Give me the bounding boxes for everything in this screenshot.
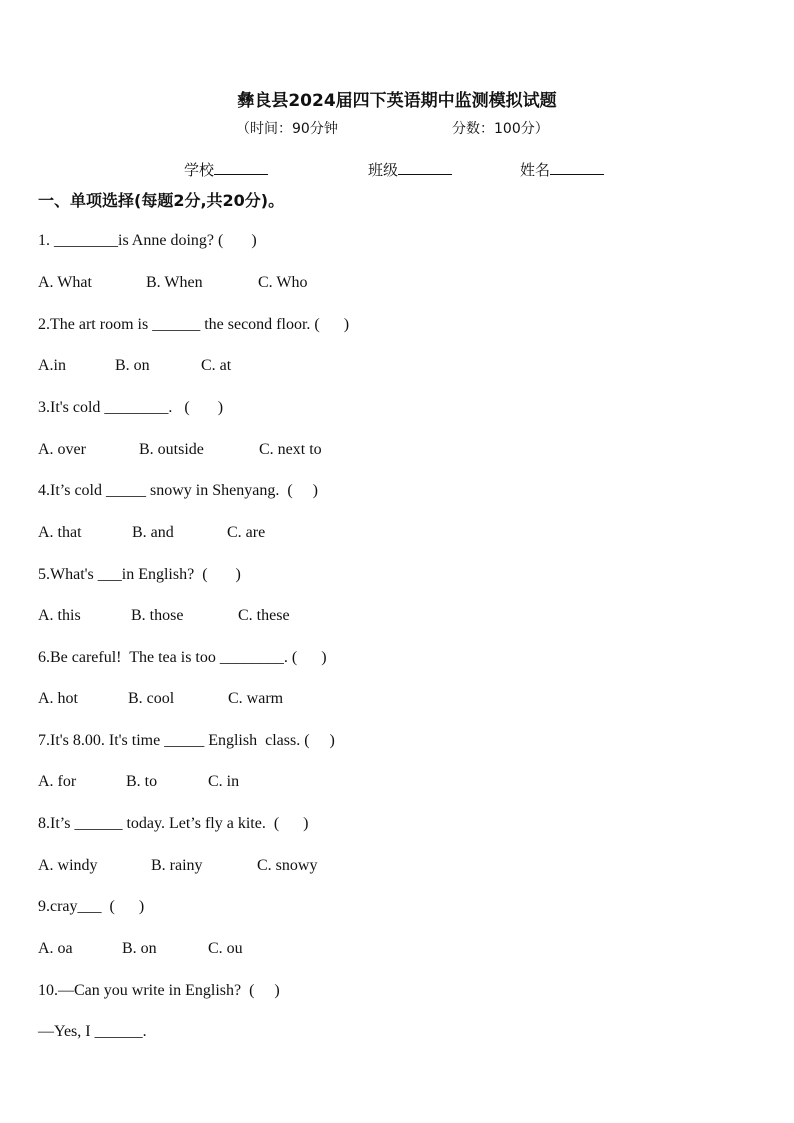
answer-line: —Yes, I ______. (38, 1023, 147, 1040)
option-b: B. outside (139, 441, 204, 458)
school-blank[interactable] (214, 160, 268, 175)
option-b: B. those (131, 607, 184, 624)
option-b: B. on (115, 357, 150, 374)
option-a: A.in (38, 357, 66, 374)
option-c: C. in (208, 773, 240, 790)
option-c: C. next to (259, 441, 322, 458)
time-limit: （时间：90分钟 (236, 121, 338, 137)
exam-title: 彝良县2024届四下英语期中监测模拟试题 (237, 91, 557, 111)
class-label: 班级 (368, 161, 399, 179)
option-a: A. for (38, 773, 77, 790)
option-c: C. Who (258, 274, 308, 291)
option-c: C. warm (228, 690, 284, 707)
name-label: 姓名 (520, 161, 551, 179)
class-field (368, 159, 452, 180)
name-blank[interactable] (550, 160, 604, 175)
question-stem: 3.It's cold ________. ( ) (38, 399, 224, 416)
section-heading: 一、单项选择(每题2分,共20分)。 (38, 191, 285, 210)
option-a: A. that (38, 524, 82, 541)
option-c: C. snowy (257, 857, 318, 874)
option-c: C. ou (208, 940, 243, 957)
school-label: 学校 (184, 161, 215, 179)
option-b: B. on (122, 940, 157, 957)
name-field (520, 159, 604, 180)
option-b: B. to (126, 773, 158, 790)
option-c: C. these (238, 607, 290, 624)
question-stem: 9.cray___ ( ) (38, 898, 145, 915)
option-a: A. oa (38, 940, 73, 957)
total-score: 分数：100分） (452, 121, 549, 137)
question-stem: 5.What's ___in English? ( ) (38, 566, 241, 583)
question-stem: 10.—Can you write in English? ( ) (38, 982, 280, 999)
school-field (184, 159, 268, 180)
question-stem: 8.It’s ______ today. Let’s fly a kite. ( ) (38, 815, 309, 832)
option-b: B. and (132, 524, 174, 541)
option-b: B. cool (128, 690, 175, 707)
option-a: A. windy (38, 857, 98, 874)
option-a: A. over (38, 441, 86, 458)
option-b: B. rainy (151, 857, 203, 874)
class-blank[interactable] (398, 160, 452, 175)
option-c: C. are (227, 524, 266, 541)
option-c: C. at (201, 357, 232, 374)
question-stem: 7.It's 8.00. It's time _____ English class. ( ) (38, 732, 335, 749)
question-stem: 4.It’s cold _____ snowy in Shenyang. ( ) (38, 482, 318, 499)
question-stem: 2.The art room is ______ the second floor. ( ) (38, 316, 350, 333)
option-b: B. When (146, 274, 203, 291)
question-stem: 1. ________is Anne doing? ( ) (38, 232, 257, 249)
option-a: A. hot (38, 690, 78, 707)
option-a: A. What (38, 274, 92, 291)
question-stem: 6.Be careful! The tea is too ________. ( ) (38, 649, 327, 666)
option-a: A. this (38, 607, 81, 624)
